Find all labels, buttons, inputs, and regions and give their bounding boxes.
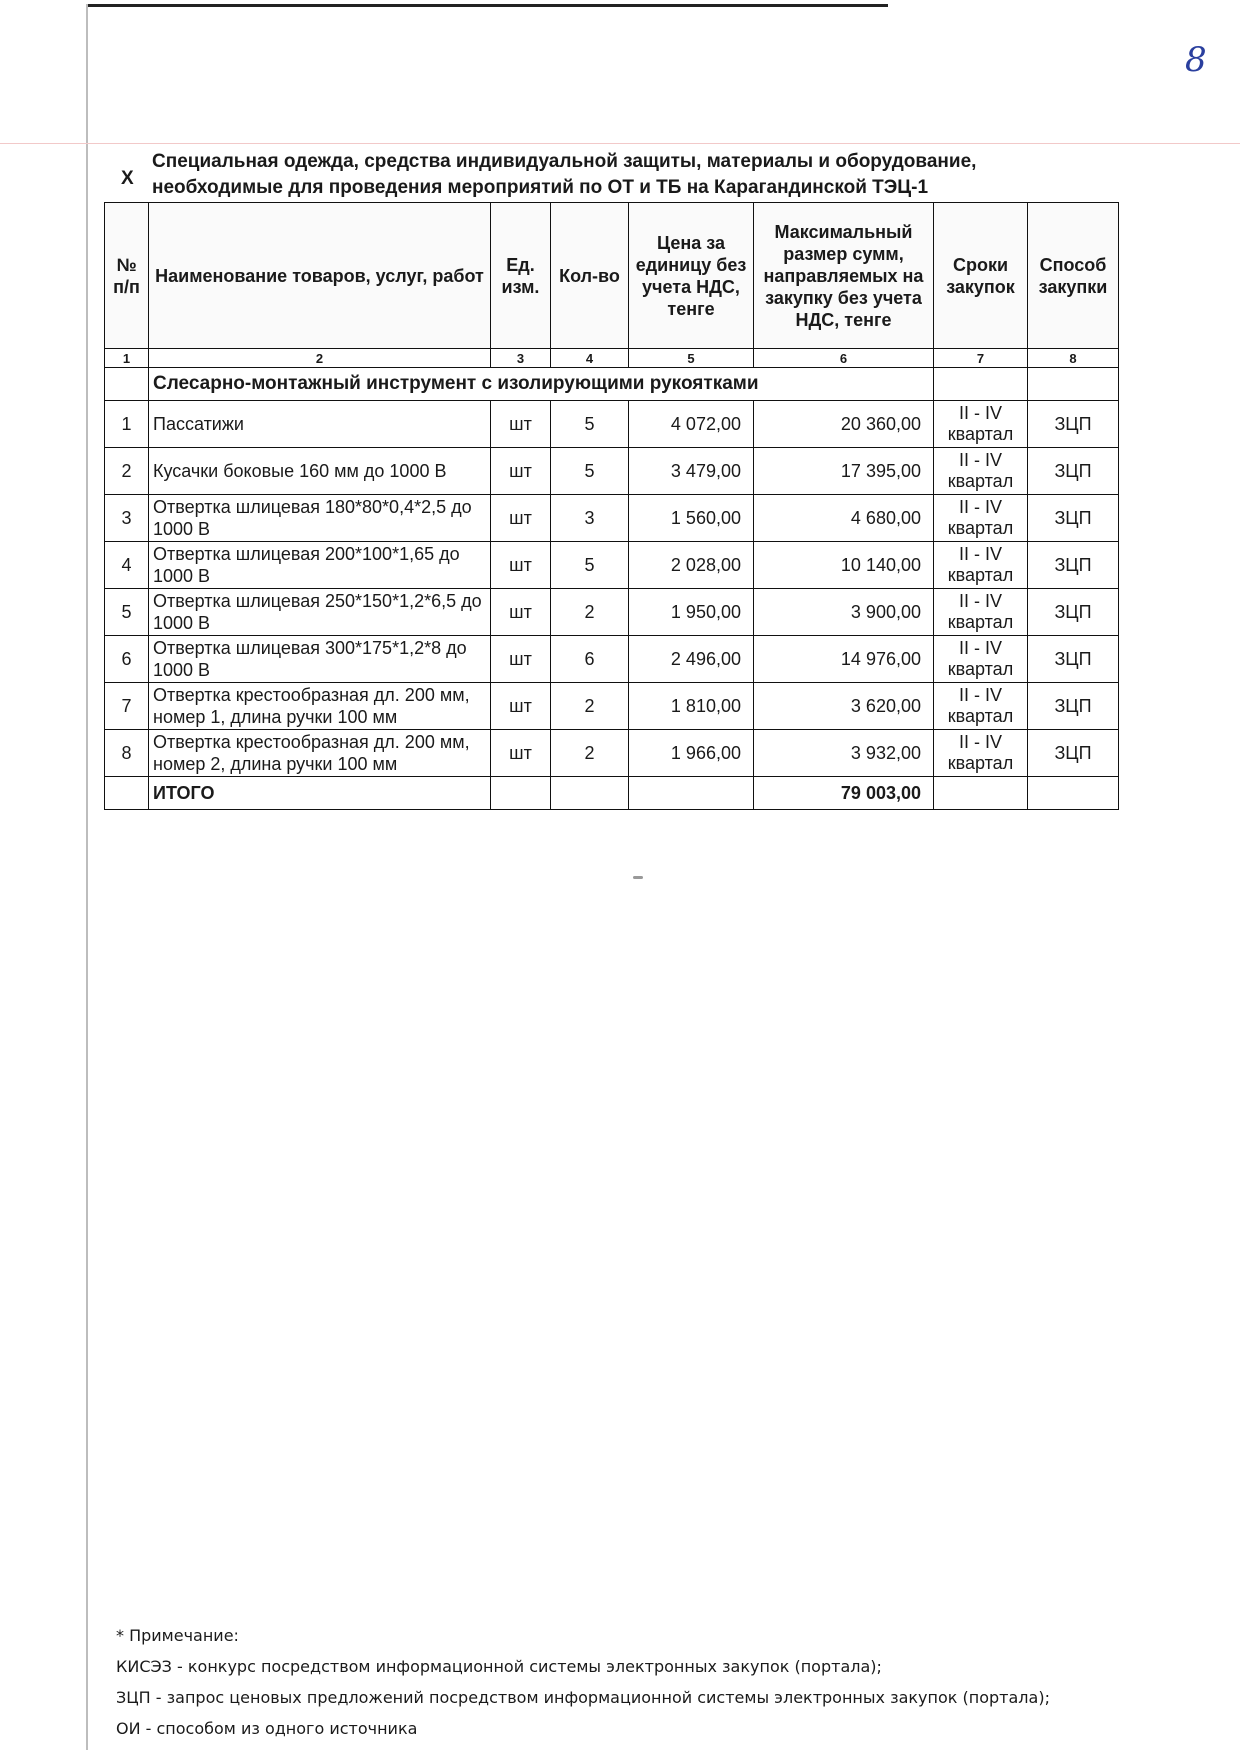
column-index: 7 [934, 349, 1028, 368]
cell-name: Отвертка крестообразная дл. 200 мм, номер 2, длина ручки 100 мм [149, 730, 491, 777]
cell-qty: 5 [551, 401, 629, 448]
cell-number: 6 [105, 636, 149, 683]
total-label: ИТОГО [149, 777, 491, 810]
cell-qty: 2 [551, 683, 629, 730]
cell-sum: 3 932,00 [754, 730, 934, 777]
cell-period: II - IV квартал [934, 542, 1028, 589]
header-qty: Кол-во [551, 203, 629, 349]
scan-edge-left [86, 4, 88, 1750]
column-index: 2 [149, 349, 491, 368]
section-number: X [121, 168, 134, 189]
cell-sum: 14 976,00 [754, 636, 934, 683]
group-row [105, 368, 1119, 401]
header-price: Цена за единицу без учета НДС, тенге [629, 203, 754, 349]
column-index-row [105, 349, 1119, 368]
header-name: Наименование товаров, услуг, работ [149, 203, 491, 349]
cell-name: Кусачки боковые 160 мм до 1000 В [149, 448, 491, 495]
table-row [105, 589, 1119, 636]
table-row [105, 730, 1119, 777]
cell-name: Отвертка шлицевая 180*80*0,4*2,5 до 1000 В [149, 495, 491, 542]
cell-price: 2 028,00 [629, 542, 754, 589]
cell-name: Отвертка крестообразная дл. 200 мм, номер 1, длина ручки 100 мм [149, 683, 491, 730]
cell-price: 1 950,00 [629, 589, 754, 636]
cell-period: II - IV квартал [934, 636, 1028, 683]
cell-sum: 4 680,00 [754, 495, 934, 542]
cell-number: 3 [105, 495, 149, 542]
cell-sum: 20 360,00 [754, 401, 934, 448]
cell-qty: 5 [551, 448, 629, 495]
cell-unit: шт [491, 495, 551, 542]
cell-unit: шт [491, 636, 551, 683]
cell-price: 1 810,00 [629, 683, 754, 730]
cell-qty: 2 [551, 589, 629, 636]
table-row [105, 683, 1119, 730]
cell-price: 2 496,00 [629, 636, 754, 683]
cell-method: ЗЦП [1028, 495, 1119, 542]
cell-period: II - IV квартал [934, 401, 1028, 448]
cell-period: II - IV квартал [934, 730, 1028, 777]
header-period: Сроки закупок [934, 203, 1028, 349]
cell-unit: шт [491, 683, 551, 730]
header-number: № п/п [105, 203, 149, 349]
footnote-line: ЗЦП - запрос ценовых предложений посредством информационной системы электронных закупок (портала); [116, 1688, 1050, 1707]
footnote-line: ОИ - способом из одного источника [116, 1719, 418, 1738]
footnote-heading: * Примечание: [116, 1626, 239, 1645]
cell-method: ЗЦП [1028, 401, 1119, 448]
section-title-line-1: Специальная одежда, средства индивидуальной защиты, материалы и оборудование, [152, 151, 977, 172]
section-title-line-2: необходимые для проведения мероприятий по ОТ и ТБ на Карагандинской ТЭЦ-1 [152, 177, 929, 198]
scan-guide-line [0, 143, 1240, 144]
column-index: 3 [491, 349, 551, 368]
cell-number: 4 [105, 542, 149, 589]
cell-sum: 3 620,00 [754, 683, 934, 730]
procurement-table [104, 202, 1119, 810]
cell-period: II - IV квартал [934, 589, 1028, 636]
footnote-line: КИСЭЗ - конкурс посредством информационной системы электронных закупок (портала); [116, 1657, 882, 1676]
total-row [105, 777, 1119, 810]
column-index: 6 [754, 349, 934, 368]
cell-method: ЗЦП [1028, 448, 1119, 495]
cell-unit: шт [491, 730, 551, 777]
cell-unit: шт [491, 448, 551, 495]
cell-method: ЗЦП [1028, 730, 1119, 777]
cell-number: 1 [105, 401, 149, 448]
total-sum: 79 003,00 [754, 777, 934, 810]
cell-qty: 2 [551, 730, 629, 777]
column-index: 5 [629, 349, 754, 368]
cell-price: 3 479,00 [629, 448, 754, 495]
handwritten-page-number: 8 [1185, 40, 1207, 80]
cell-sum: 10 140,00 [754, 542, 934, 589]
cell-price: 1 560,00 [629, 495, 754, 542]
column-index: 1 [105, 349, 149, 368]
header-method: Способ закупки [1028, 203, 1119, 349]
cell-period: II - IV квартал [934, 448, 1028, 495]
header-sum: Максимальный размер сумм, направляемых на закупку без учета НДС, тенге [754, 203, 934, 349]
cell-number: 2 [105, 448, 149, 495]
cell-number: 5 [105, 589, 149, 636]
cell-qty: 6 [551, 636, 629, 683]
cell-method: ЗЦП [1028, 683, 1119, 730]
scan-edge-top [88, 4, 888, 7]
cell-period: II - IV квартал [934, 683, 1028, 730]
table-header-row [105, 203, 1119, 349]
cell-price: 4 072,00 [629, 401, 754, 448]
section-title [152, 149, 1052, 201]
column-index: 4 [551, 349, 629, 368]
cell-name: Отвертка шлицевая 300*175*1,2*8 до 1000 В [149, 636, 491, 683]
cell-number: 7 [105, 683, 149, 730]
header-unit: Ед. изм. [491, 203, 551, 349]
cell-number: 8 [105, 730, 149, 777]
cell-sum: 17 395,00 [754, 448, 934, 495]
footnotes [116, 1620, 1116, 1744]
cell-method: ЗЦП [1028, 589, 1119, 636]
cell-qty: 3 [551, 495, 629, 542]
cell-method: ЗЦП [1028, 636, 1119, 683]
cell-sum: 3 900,00 [754, 589, 934, 636]
cell-period: II - IV квартал [934, 495, 1028, 542]
cell-name: Отвертка шлицевая 250*150*1,2*6,5 до 1000 В [149, 589, 491, 636]
cell-price: 1 966,00 [629, 730, 754, 777]
table-row [105, 495, 1119, 542]
scan-speck [633, 876, 643, 879]
column-index: 8 [1028, 349, 1119, 368]
table-row [105, 542, 1119, 589]
table-row [105, 636, 1119, 683]
cell-qty: 5 [551, 542, 629, 589]
cell-method: ЗЦП [1028, 542, 1119, 589]
cell-name: Пассатижи [149, 401, 491, 448]
table-row [105, 401, 1119, 448]
cell-unit: шт [491, 401, 551, 448]
group-title: Слесарно-монтажный инструмент с изолирующими рукоятками [149, 368, 934, 401]
cell-unit: шт [491, 542, 551, 589]
cell-unit: шт [491, 589, 551, 636]
table-row [105, 448, 1119, 495]
cell-name: Отвертка шлицевая 200*100*1,65 до 1000 В [149, 542, 491, 589]
